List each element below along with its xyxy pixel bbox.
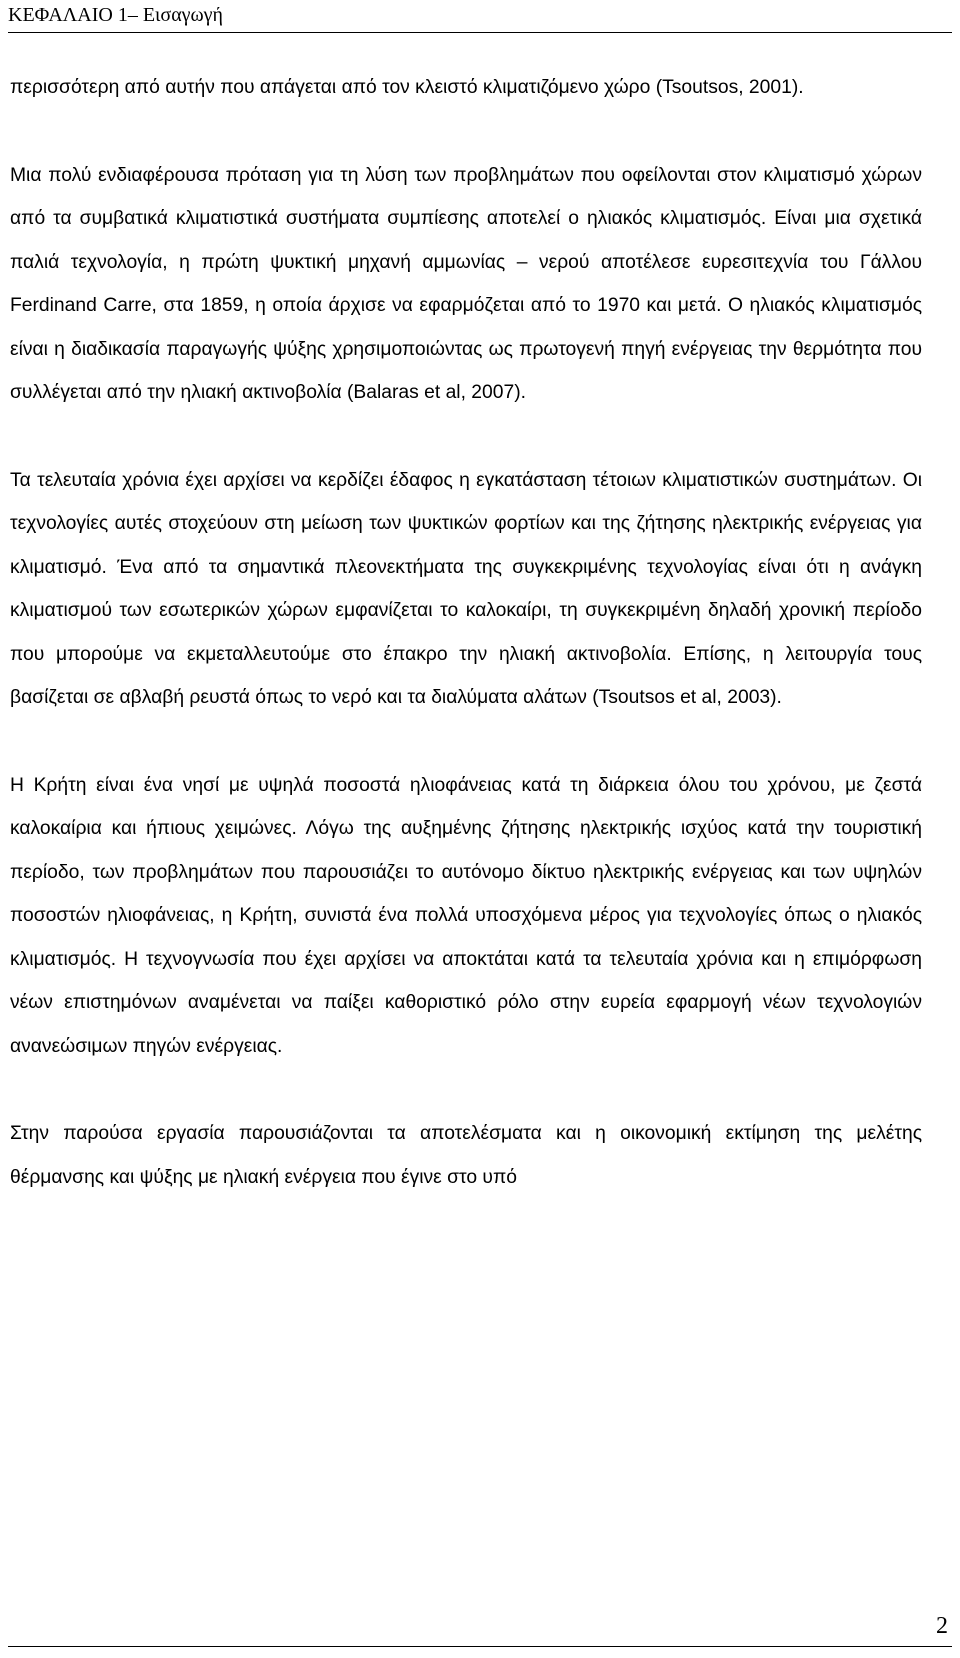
paragraph-recent-years: Τα τελευταία χρόνια έχει αρχίσει να κερδίζει έδαφος η εγκατάσταση τέτοιων κλιματιστικών συστημάτων. Οι τεχνολογίες αυτές στοχεύουν στη μείωση των ψυκτικών φορτίων και της ζήτησης ηλεκτρικής ενέργειας για κλιματισμό. Ένα από τα σημαντικά πλεονεκτήματα της συγκεκριμένης τεχνολογίας είναι ότι η ανάγκη κλιματισμού των εσωτερικών χώρων εμφανίζεται το καλοκαίρι, τη συγκεκριμένη δηλαδή χρονική περίοδο που μπορούμε να εκμεταλλευτούμε στο έπακρο την ηλιακή ακτινοβολία. Επίσης, η λειτουργία τους βασίζεται σε αβλαβή ρευστά όπως το νερό και τα διαλύματα αλάτων (Tsoutsos et al, 2003). <box>10 469 922 708</box>
chapter-title: ΚΕΦΑΛΑΙΟ 1– Εισαγωγή <box>8 4 223 26</box>
running-header <box>8 0 952 33</box>
paragraph-present-work: Στην παρούσα εργασία παρουσιάζονται τα αποτελέσματα και η οικονομική εκτίμηση της μελέτης θέρμανσης και ψύξης με ηλιακή ενέργεια που έγινε στο υπό <box>10 1123 922 1188</box>
footer-rule <box>8 1646 952 1647</box>
paragraph-solar-cooling-intro: Μια πολύ ενδιαφέρουσα πρόταση για τη λύση των προβλημάτων που οφείλονται στον κλιματισμό χώρων από τα συμβατικά κλιματιστικά συστήματα συμπίεσης αποτελεί ο ηλιακός κλιματισμός. Είναι μια σχετικά παλιά τεχνολογία, η πρώτη ψυκτική μηχανή αμμωνίας – νερού αποτέλεσε ευρεσιτεχνία του Γάλλου Ferdinand Carre, στα 1859, η οποία άρχισε να εφαρμόζεται από το 1970 και μετά. Ο ηλιακός κλιματισμός είναι η διαδικασία παραγωγής ψύξης χρησιμοποιώντας ως πρωτογενή πηγή ενέργειας την θερμότητα που συλλέγεται από την ηλιακή ακτινοβολία (Balaras et al, 2007). <box>10 164 922 403</box>
page-number: 2 <box>936 1613 948 1639</box>
paragraph-continuation: περισσότερη από αυτήν που απάγεται από τον κλειστό κλιματιζόμενο χώρο (Tsoutsos, 2001). <box>10 77 804 98</box>
paragraph-crete: Η Κρήτη είναι ένα νησί με υψηλά ποσοστά ηλιοφάνειας κατά τη διάρκεια όλου του χρόνου, με ζεστά καλοκαίρια και ήπιους χειμώνες. Λόγω της αυξημένης ζήτησης ηλεκτρικής ισχύος κατά την τουριστική περίοδο, των προβλημάτων που παρουσιάζει το αυτόνομο δίκτυο ηλεκτρικής ενέργειας και των υψηλών ποσοστών ηλιοφάνειας, η Κρήτη, συνιστά ένα πολλά υποσχόμενα μέρος για τεχνολογίες όπως ο ηλιακός κλιματισμός. Η τεχνογνωσία που έχει αρχίσει να αποκτάται κατά τα τελευταία χρόνια και η επιμόρφωση νέων επιστημόνων αναμένεται να παίξει καθοριστικό ρόλο στην ευρεία εφαρμογή νέων τεχνολογιών ανανεώσιμων πηγών ενέργειας. <box>10 774 922 1057</box>
document-body <box>10 66 922 1199</box>
